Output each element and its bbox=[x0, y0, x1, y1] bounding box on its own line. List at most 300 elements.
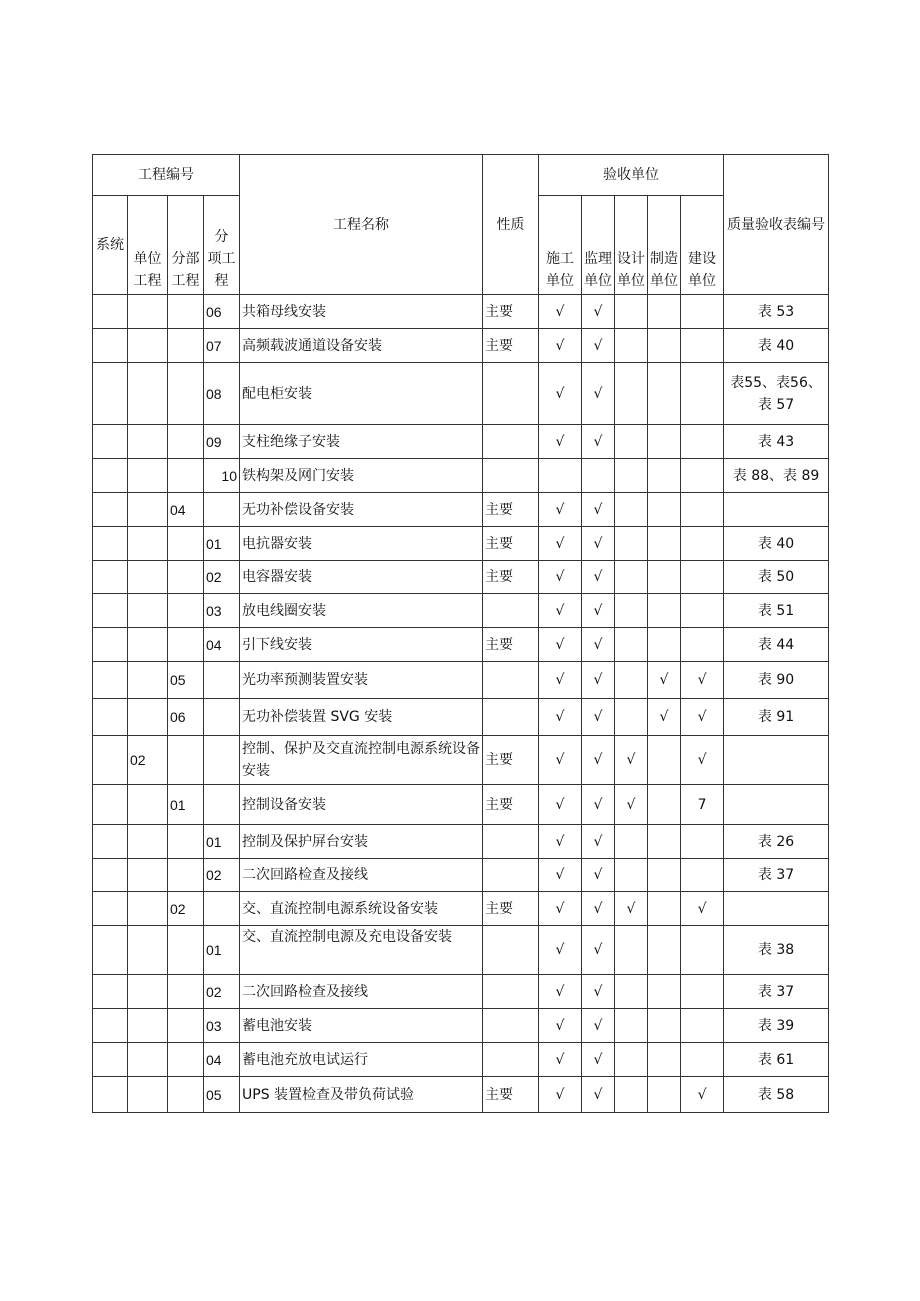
supervision-check: √ bbox=[582, 628, 615, 662]
owner-check bbox=[681, 527, 724, 561]
construction-check bbox=[539, 459, 582, 493]
manufacture-check bbox=[648, 1043, 681, 1077]
supervision-check: √ bbox=[582, 295, 615, 329]
manufacture-check bbox=[648, 561, 681, 594]
supervision-check: √ bbox=[582, 1043, 615, 1077]
nature-cell: 主要 bbox=[483, 736, 539, 785]
system-cell bbox=[93, 561, 128, 594]
manufacture-check bbox=[648, 736, 681, 785]
sub-project-cell bbox=[168, 628, 204, 662]
item-project-cell: 02 bbox=[204, 975, 240, 1009]
design-check bbox=[615, 561, 648, 594]
sub-project-cell bbox=[168, 295, 204, 329]
header-sub-project: 分部工程 bbox=[168, 196, 204, 295]
construction-check: √ bbox=[539, 699, 582, 736]
manufacture-check bbox=[648, 594, 681, 628]
project-name-cell: 配电柜安装 bbox=[240, 363, 483, 425]
sub-project-cell bbox=[168, 594, 204, 628]
owner-check: √ bbox=[681, 892, 724, 926]
system-cell bbox=[93, 459, 128, 493]
owner-check: √ bbox=[681, 736, 724, 785]
project-name-cell: 电容器安装 bbox=[240, 561, 483, 594]
unit-project-cell bbox=[128, 699, 168, 736]
supervision-check: √ bbox=[582, 363, 615, 425]
system-cell bbox=[93, 736, 128, 785]
form-no-cell: 表 37 bbox=[724, 975, 829, 1009]
design-check bbox=[615, 825, 648, 859]
nature-cell bbox=[483, 662, 539, 699]
system-cell bbox=[93, 699, 128, 736]
project-name-cell: UPS 装置检查及带负荷试验 bbox=[240, 1077, 483, 1113]
project-name-cell: 控制及保护屏台安装 bbox=[240, 825, 483, 859]
project-name-cell: 放电线圈安装 bbox=[240, 594, 483, 628]
header-design-unit: 设计单位 bbox=[615, 196, 648, 295]
table-row bbox=[93, 859, 829, 892]
construction-check: √ bbox=[539, 662, 582, 699]
nature-cell bbox=[483, 699, 539, 736]
construction-check: √ bbox=[539, 926, 582, 975]
supervision-check: √ bbox=[582, 527, 615, 561]
unit-project-cell bbox=[128, 493, 168, 527]
project-name-cell: 引下线安装 bbox=[240, 628, 483, 662]
project-name-cell: 交、直流控制电源系统设备安装 bbox=[240, 892, 483, 926]
owner-check bbox=[681, 975, 724, 1009]
owner-check: √ bbox=[681, 699, 724, 736]
owner-check: 7 bbox=[681, 785, 724, 825]
unit-project-cell bbox=[128, 785, 168, 825]
project-name-cell: 控制、保护及交直流控制电源系统设备安装 bbox=[240, 736, 483, 785]
acceptance-table bbox=[92, 154, 829, 1113]
system-cell bbox=[93, 329, 128, 363]
design-check: √ bbox=[615, 892, 648, 926]
unit-project-cell bbox=[128, 561, 168, 594]
project-name-cell: 铁构架及网门安装 bbox=[240, 459, 483, 493]
sub-project-cell bbox=[168, 425, 204, 459]
form-no-cell: 表 61 bbox=[724, 1043, 829, 1077]
item-project-cell: 01 bbox=[204, 527, 240, 561]
manufacture-check bbox=[648, 329, 681, 363]
table-row bbox=[93, 594, 829, 628]
unit-project-cell bbox=[128, 628, 168, 662]
supervision-check: √ bbox=[582, 926, 615, 975]
header-unit-project: 单位工程 bbox=[128, 196, 168, 295]
sub-project-cell bbox=[168, 561, 204, 594]
design-check bbox=[615, 493, 648, 527]
system-cell bbox=[93, 662, 128, 699]
unit-project-cell bbox=[128, 527, 168, 561]
item-project-cell: 07 bbox=[204, 329, 240, 363]
system-cell bbox=[93, 527, 128, 561]
supervision-check bbox=[582, 459, 615, 493]
design-check bbox=[615, 363, 648, 425]
sub-project-cell bbox=[168, 859, 204, 892]
item-project-cell: 01 bbox=[204, 825, 240, 859]
form-no-cell: 表 50 bbox=[724, 561, 829, 594]
sub-project-cell bbox=[168, 1043, 204, 1077]
sub-project-cell bbox=[168, 329, 204, 363]
manufacture-check bbox=[648, 825, 681, 859]
construction-check: √ bbox=[539, 825, 582, 859]
supervision-check: √ bbox=[582, 859, 615, 892]
supervision-check: √ bbox=[582, 561, 615, 594]
unit-project-cell bbox=[128, 425, 168, 459]
unit-project-cell bbox=[128, 892, 168, 926]
form-no-cell: 表 38 bbox=[724, 926, 829, 975]
table-row bbox=[93, 628, 829, 662]
system-cell bbox=[93, 892, 128, 926]
construction-check: √ bbox=[539, 329, 582, 363]
nature-cell bbox=[483, 859, 539, 892]
manufacture-check bbox=[648, 295, 681, 329]
manufacture-check: √ bbox=[648, 662, 681, 699]
unit-project-cell bbox=[128, 1009, 168, 1043]
item-project-cell: 04 bbox=[204, 1043, 240, 1077]
item-project-cell: 04 bbox=[204, 628, 240, 662]
manufacture-check bbox=[648, 785, 681, 825]
sub-project-cell bbox=[168, 975, 204, 1009]
system-cell bbox=[93, 975, 128, 1009]
form-no-cell: 表 37 bbox=[724, 859, 829, 892]
form-no-cell bbox=[724, 892, 829, 926]
nature-cell bbox=[483, 594, 539, 628]
item-project-cell: 06 bbox=[204, 295, 240, 329]
unit-project-cell bbox=[128, 594, 168, 628]
form-no-cell: 表 53 bbox=[724, 295, 829, 329]
form-no-cell: 表 91 bbox=[724, 699, 829, 736]
owner-check bbox=[681, 459, 724, 493]
header-system: 系统 bbox=[93, 196, 128, 295]
header-owner-unit: 建设单位 bbox=[681, 196, 724, 295]
sub-project-cell bbox=[168, 926, 204, 975]
table-row bbox=[93, 329, 829, 363]
system-cell bbox=[93, 594, 128, 628]
unit-project-cell: 02 bbox=[128, 736, 168, 785]
table-row bbox=[93, 892, 829, 926]
supervision-check: √ bbox=[582, 329, 615, 363]
owner-check: √ bbox=[681, 1077, 724, 1113]
manufacture-check bbox=[648, 975, 681, 1009]
nature-cell bbox=[483, 975, 539, 1009]
header-quality-form-no: 质量验收表编号 bbox=[724, 155, 829, 295]
unit-project-cell bbox=[128, 295, 168, 329]
system-cell bbox=[93, 1043, 128, 1077]
unit-project-cell bbox=[128, 1043, 168, 1077]
design-check bbox=[615, 926, 648, 975]
design-check bbox=[615, 699, 648, 736]
owner-check bbox=[681, 493, 724, 527]
supervision-check: √ bbox=[582, 1077, 615, 1113]
unit-project-cell bbox=[128, 363, 168, 425]
owner-check bbox=[681, 329, 724, 363]
project-name-cell: 控制设备安装 bbox=[240, 785, 483, 825]
system-cell bbox=[93, 1009, 128, 1043]
project-name-cell: 无功补偿设备安装 bbox=[240, 493, 483, 527]
header-acceptance-unit: 验收单位 bbox=[539, 155, 724, 196]
form-no-cell: 表 43 bbox=[724, 425, 829, 459]
supervision-check: √ bbox=[582, 425, 615, 459]
system-cell bbox=[93, 493, 128, 527]
table-row bbox=[93, 425, 829, 459]
design-check bbox=[615, 975, 648, 1009]
item-project-cell: 02 bbox=[204, 561, 240, 594]
system-cell bbox=[93, 295, 128, 329]
construction-check: √ bbox=[539, 628, 582, 662]
nature-cell bbox=[483, 363, 539, 425]
nature-cell: 主要 bbox=[483, 295, 539, 329]
form-no-cell: 表 51 bbox=[724, 594, 829, 628]
design-check bbox=[615, 295, 648, 329]
table-row bbox=[93, 736, 829, 785]
table-row bbox=[93, 699, 829, 736]
nature-cell bbox=[483, 825, 539, 859]
owner-check bbox=[681, 425, 724, 459]
manufacture-check bbox=[648, 363, 681, 425]
form-no-cell: 表 58 bbox=[724, 1077, 829, 1113]
table-row bbox=[93, 295, 829, 329]
sub-project-cell: 04 bbox=[168, 493, 204, 527]
design-check bbox=[615, 329, 648, 363]
design-check: √ bbox=[615, 785, 648, 825]
table-row bbox=[93, 459, 829, 493]
system-cell bbox=[93, 425, 128, 459]
construction-check: √ bbox=[539, 527, 582, 561]
header-project-name: 工程名称 bbox=[240, 155, 483, 295]
supervision-check: √ bbox=[582, 736, 615, 785]
project-name-cell: 高频载波通道设备安装 bbox=[240, 329, 483, 363]
construction-check: √ bbox=[539, 425, 582, 459]
manufacture-check bbox=[648, 892, 681, 926]
nature-cell: 主要 bbox=[483, 561, 539, 594]
construction-check: √ bbox=[539, 1077, 582, 1113]
supervision-check: √ bbox=[582, 594, 615, 628]
item-project-cell bbox=[204, 736, 240, 785]
sub-project-cell bbox=[168, 527, 204, 561]
supervision-check: √ bbox=[582, 975, 615, 1009]
project-name-cell: 共箱母线安装 bbox=[240, 295, 483, 329]
table-row bbox=[93, 785, 829, 825]
header-item-project: 分 项工程 bbox=[204, 196, 240, 295]
design-check bbox=[615, 425, 648, 459]
design-check bbox=[615, 1043, 648, 1077]
unit-project-cell bbox=[128, 662, 168, 699]
owner-check bbox=[681, 825, 724, 859]
sub-project-cell: 05 bbox=[168, 662, 204, 699]
table-row bbox=[93, 662, 829, 699]
nature-cell bbox=[483, 1043, 539, 1077]
supervision-check: √ bbox=[582, 825, 615, 859]
manufacture-check bbox=[648, 1077, 681, 1113]
manufacture-check bbox=[648, 425, 681, 459]
form-no-cell: 表 26 bbox=[724, 825, 829, 859]
system-cell bbox=[93, 1077, 128, 1113]
owner-check bbox=[681, 1043, 724, 1077]
system-cell bbox=[93, 825, 128, 859]
sub-project-cell: 02 bbox=[168, 892, 204, 926]
project-name-cell: 蓄电池充放电试运行 bbox=[240, 1043, 483, 1077]
unit-project-cell bbox=[128, 825, 168, 859]
item-project-cell: 01 bbox=[204, 926, 240, 975]
item-project-cell: 02 bbox=[204, 859, 240, 892]
manufacture-check bbox=[648, 859, 681, 892]
supervision-check: √ bbox=[582, 892, 615, 926]
form-no-cell bbox=[724, 493, 829, 527]
owner-check bbox=[681, 1009, 724, 1043]
unit-project-cell bbox=[128, 1077, 168, 1113]
design-check bbox=[615, 628, 648, 662]
supervision-check: √ bbox=[582, 699, 615, 736]
nature-cell: 主要 bbox=[483, 785, 539, 825]
system-cell bbox=[93, 785, 128, 825]
construction-check: √ bbox=[539, 295, 582, 329]
design-check bbox=[615, 662, 648, 699]
unit-project-cell bbox=[128, 975, 168, 1009]
design-check bbox=[615, 1009, 648, 1043]
owner-check bbox=[681, 561, 724, 594]
construction-check: √ bbox=[539, 975, 582, 1009]
header-project-code: 工程编号 bbox=[93, 155, 240, 196]
construction-check: √ bbox=[539, 561, 582, 594]
supervision-check: √ bbox=[582, 785, 615, 825]
form-no-cell: 表55、表56、表 57 bbox=[724, 363, 829, 425]
nature-cell bbox=[483, 926, 539, 975]
sub-project-cell: 01 bbox=[168, 785, 204, 825]
table-row bbox=[93, 1009, 829, 1043]
sub-project-cell bbox=[168, 825, 204, 859]
table-row bbox=[93, 825, 829, 859]
item-project-cell: 05 bbox=[204, 1077, 240, 1113]
design-check: √ bbox=[615, 736, 648, 785]
nature-cell: 主要 bbox=[483, 527, 539, 561]
design-check bbox=[615, 594, 648, 628]
nature-cell: 主要 bbox=[483, 493, 539, 527]
manufacture-check: √ bbox=[648, 699, 681, 736]
project-name-cell: 蓄电池安装 bbox=[240, 1009, 483, 1043]
owner-check bbox=[681, 926, 724, 975]
table-row bbox=[93, 926, 829, 975]
project-name-cell: 无功补偿装置 SVG 安装 bbox=[240, 699, 483, 736]
owner-check bbox=[681, 295, 724, 329]
table-row bbox=[93, 527, 829, 561]
item-project-cell: 09 bbox=[204, 425, 240, 459]
form-no-cell: 表 90 bbox=[724, 662, 829, 699]
design-check bbox=[615, 527, 648, 561]
unit-project-cell bbox=[128, 329, 168, 363]
nature-cell bbox=[483, 425, 539, 459]
construction-check: √ bbox=[539, 785, 582, 825]
construction-check: √ bbox=[539, 594, 582, 628]
header-manufacture-unit: 制造单位 bbox=[648, 196, 681, 295]
system-cell bbox=[93, 926, 128, 975]
item-project-cell bbox=[204, 785, 240, 825]
nature-cell: 主要 bbox=[483, 329, 539, 363]
construction-check: √ bbox=[539, 892, 582, 926]
construction-check: √ bbox=[539, 363, 582, 425]
item-project-cell bbox=[204, 892, 240, 926]
manufacture-check bbox=[648, 459, 681, 493]
table-row bbox=[93, 561, 829, 594]
supervision-check: √ bbox=[582, 1009, 615, 1043]
form-no-cell: 表 40 bbox=[724, 527, 829, 561]
item-project-cell bbox=[204, 699, 240, 736]
owner-check bbox=[681, 594, 724, 628]
construction-check: √ bbox=[539, 1009, 582, 1043]
sub-project-cell: 06 bbox=[168, 699, 204, 736]
table-row bbox=[93, 975, 829, 1009]
nature-cell bbox=[483, 1009, 539, 1043]
item-project-cell: 10 bbox=[204, 459, 240, 493]
unit-project-cell bbox=[128, 926, 168, 975]
supervision-check: √ bbox=[582, 662, 615, 699]
nature-cell: 主要 bbox=[483, 628, 539, 662]
table-row bbox=[93, 363, 829, 425]
manufacture-check bbox=[648, 527, 681, 561]
table-row bbox=[93, 1077, 829, 1113]
construction-check: √ bbox=[539, 1043, 582, 1077]
sub-project-cell bbox=[168, 363, 204, 425]
sub-project-cell bbox=[168, 1077, 204, 1113]
sub-project-cell bbox=[168, 1009, 204, 1043]
project-name-cell: 光功率预测装置安装 bbox=[240, 662, 483, 699]
table-row bbox=[93, 493, 829, 527]
system-cell bbox=[93, 628, 128, 662]
nature-cell bbox=[483, 459, 539, 493]
manufacture-check bbox=[648, 493, 681, 527]
item-project-cell: 03 bbox=[204, 594, 240, 628]
form-no-cell: 表 88、表 89 bbox=[724, 459, 829, 493]
design-check bbox=[615, 859, 648, 892]
form-no-cell: 表 44 bbox=[724, 628, 829, 662]
construction-check: √ bbox=[539, 859, 582, 892]
project-name-cell: 电抗器安装 bbox=[240, 527, 483, 561]
unit-project-cell bbox=[128, 859, 168, 892]
form-no-cell: 表 40 bbox=[724, 329, 829, 363]
item-project-cell bbox=[204, 662, 240, 699]
header-construction-unit: 施工单位 bbox=[539, 196, 582, 295]
form-no-cell bbox=[724, 785, 829, 825]
project-name-cell: 二次回路检查及接线 bbox=[240, 975, 483, 1009]
construction-check: √ bbox=[539, 493, 582, 527]
manufacture-check bbox=[648, 926, 681, 975]
unit-project-cell bbox=[128, 459, 168, 493]
system-cell bbox=[93, 363, 128, 425]
system-cell bbox=[93, 859, 128, 892]
project-name-cell: 支柱绝缘子安装 bbox=[240, 425, 483, 459]
table-row bbox=[93, 1043, 829, 1077]
supervision-check: √ bbox=[582, 493, 615, 527]
project-name-cell: 二次回路检查及接线 bbox=[240, 859, 483, 892]
form-no-cell bbox=[724, 736, 829, 785]
sub-project-cell bbox=[168, 459, 204, 493]
owner-check bbox=[681, 859, 724, 892]
form-no-cell: 表 39 bbox=[724, 1009, 829, 1043]
owner-check bbox=[681, 628, 724, 662]
nature-cell: 主要 bbox=[483, 1077, 539, 1113]
owner-check bbox=[681, 363, 724, 425]
nature-cell: 主要 bbox=[483, 892, 539, 926]
design-check bbox=[615, 1077, 648, 1113]
project-name-cell: 交、直流控制电源及充电设备安装 bbox=[240, 926, 483, 975]
construction-check: √ bbox=[539, 736, 582, 785]
manufacture-check bbox=[648, 1009, 681, 1043]
item-project-cell bbox=[204, 493, 240, 527]
design-check bbox=[615, 459, 648, 493]
item-project-cell: 08 bbox=[204, 363, 240, 425]
item-project-cell: 03 bbox=[204, 1009, 240, 1043]
header-supervision-unit: 监理单位 bbox=[582, 196, 615, 295]
manufacture-check bbox=[648, 628, 681, 662]
sub-project-cell bbox=[168, 736, 204, 785]
owner-check: √ bbox=[681, 662, 724, 699]
